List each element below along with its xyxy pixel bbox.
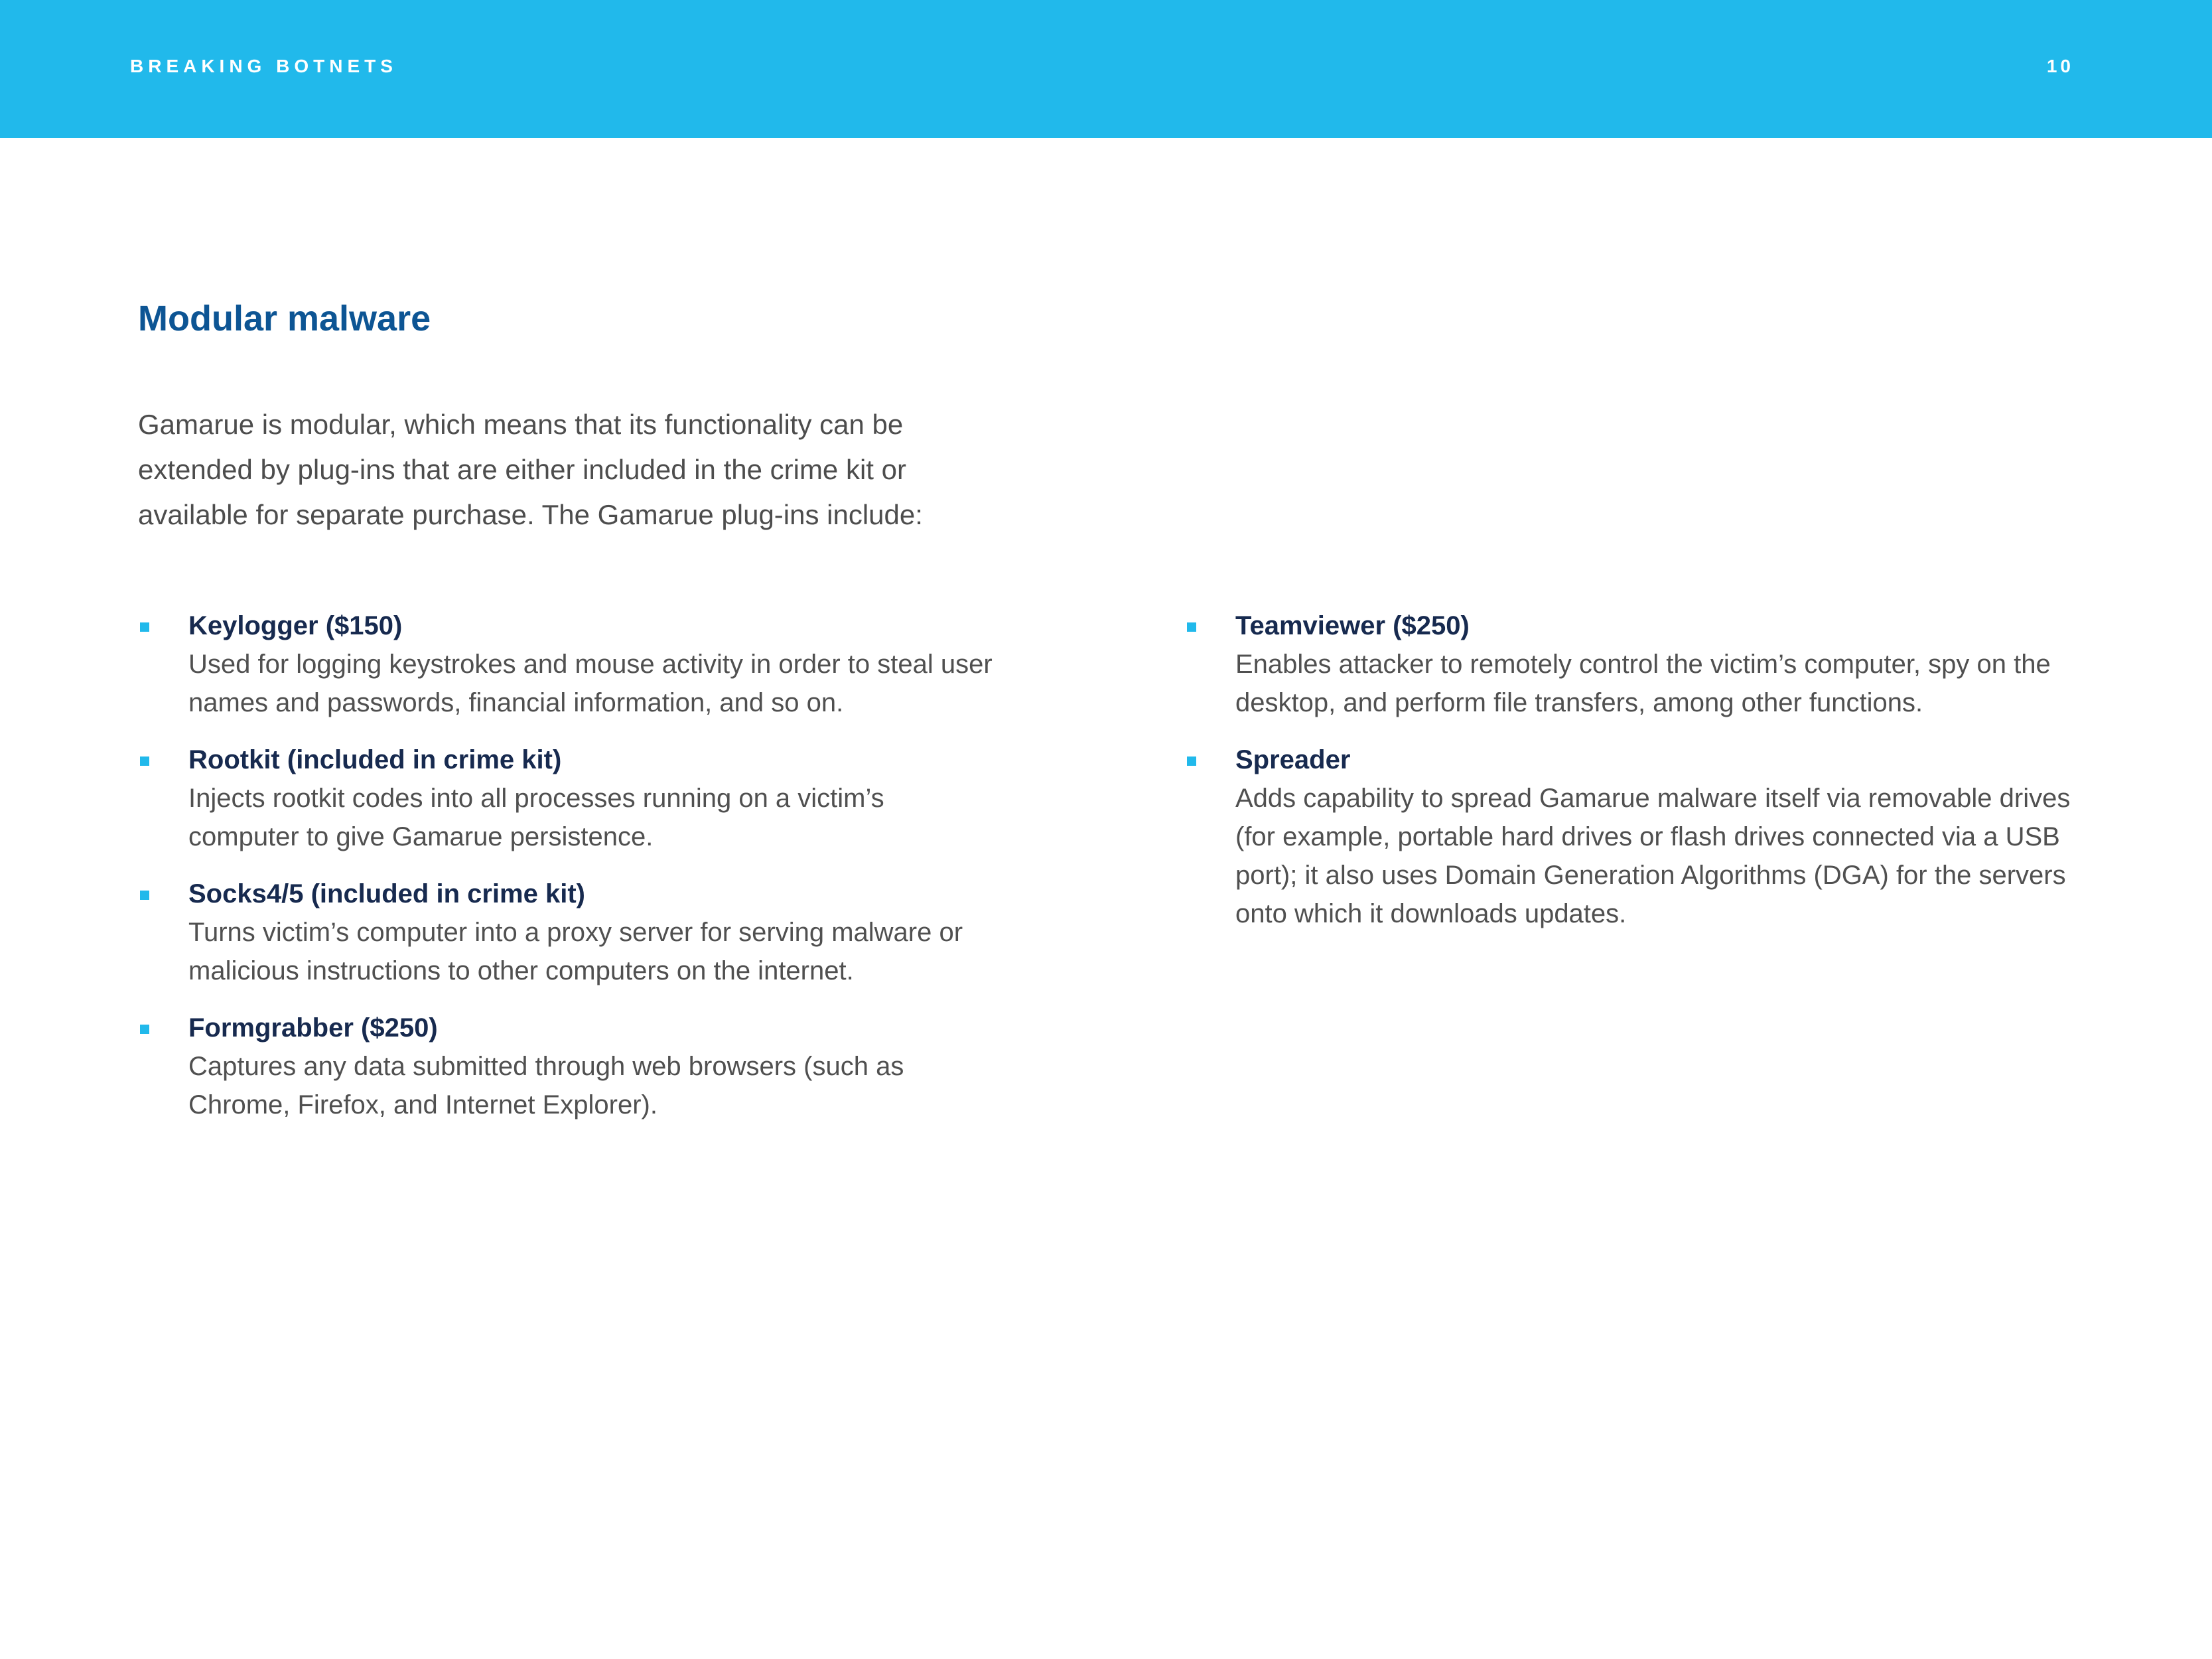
square-bullet-icon <box>1187 622 1196 632</box>
document-title: BREAKING BOTNETS <box>130 56 397 76</box>
plugin-item-keylogger <box>138 607 1001 722</box>
header-band <box>0 0 2212 138</box>
intro-paragraph: Gamarue is modular, which means that its functionality can be extended by plug-ins that are either included in the crime kit or available for separate purchase. The Gamarue plug-ins include: <box>138 409 923 530</box>
square-bullet-icon <box>140 622 149 632</box>
plugin-name: Teamviewer ($250) <box>1235 611 1470 640</box>
section-heading: Modular malware <box>138 299 431 338</box>
plugin-item-formgrabber <box>138 1009 1001 1124</box>
page-number: 10 <box>2046 56 2074 76</box>
plugin-name: Formgrabber ($250) <box>188 1013 438 1043</box>
plugin-item-spreader <box>1185 741 2074 933</box>
plugin-item-rootkit <box>138 741 1001 856</box>
plugin-item-teamviewer <box>1185 607 2074 722</box>
plugin-description: Captures any data submitted through web browsers (such as Chrome, Firefox, and Internet Explorer). <box>188 1052 904 1119</box>
plugin-description: Adds capability to spread Gamarue malware itself via removable drives (for example, portable hard drives or flash drives connected via a USB port); it also uses Domain Generation Algorithms (DGA) for the servers onto which it downloads updates. <box>1235 784 2071 928</box>
plugin-description: Enables attacker to remotely control the victim’s computer, spy on the desktop, and perform file transfers, among other functions. <box>1235 650 2051 717</box>
plugin-list-right <box>1185 607 2074 952</box>
square-bullet-icon <box>1187 757 1196 766</box>
plugin-name: Spreader <box>1235 745 1351 774</box>
plugin-name: Rootkit (included in crime kit) <box>188 745 562 774</box>
plugin-description: Injects rootkit codes into all processes running on a victim’s computer to give Gamarue persistence. <box>188 784 884 851</box>
plugin-description: Turns victim’s computer into a proxy server for serving malware or malicious instructions to other computers on the internet. <box>188 918 963 985</box>
plugin-item-socks <box>138 875 1001 990</box>
plugin-list-left <box>138 607 1001 1143</box>
plugin-name: Keylogger ($150) <box>188 611 403 640</box>
square-bullet-icon <box>140 757 149 766</box>
square-bullet-icon <box>140 1025 149 1034</box>
plugin-description: Used for logging keystrokes and mouse activity in order to steal user names and passwords, financial information, and so on. <box>188 650 993 717</box>
square-bullet-icon <box>140 891 149 900</box>
plugin-name: Socks4/5 (included in crime kit) <box>188 879 585 908</box>
